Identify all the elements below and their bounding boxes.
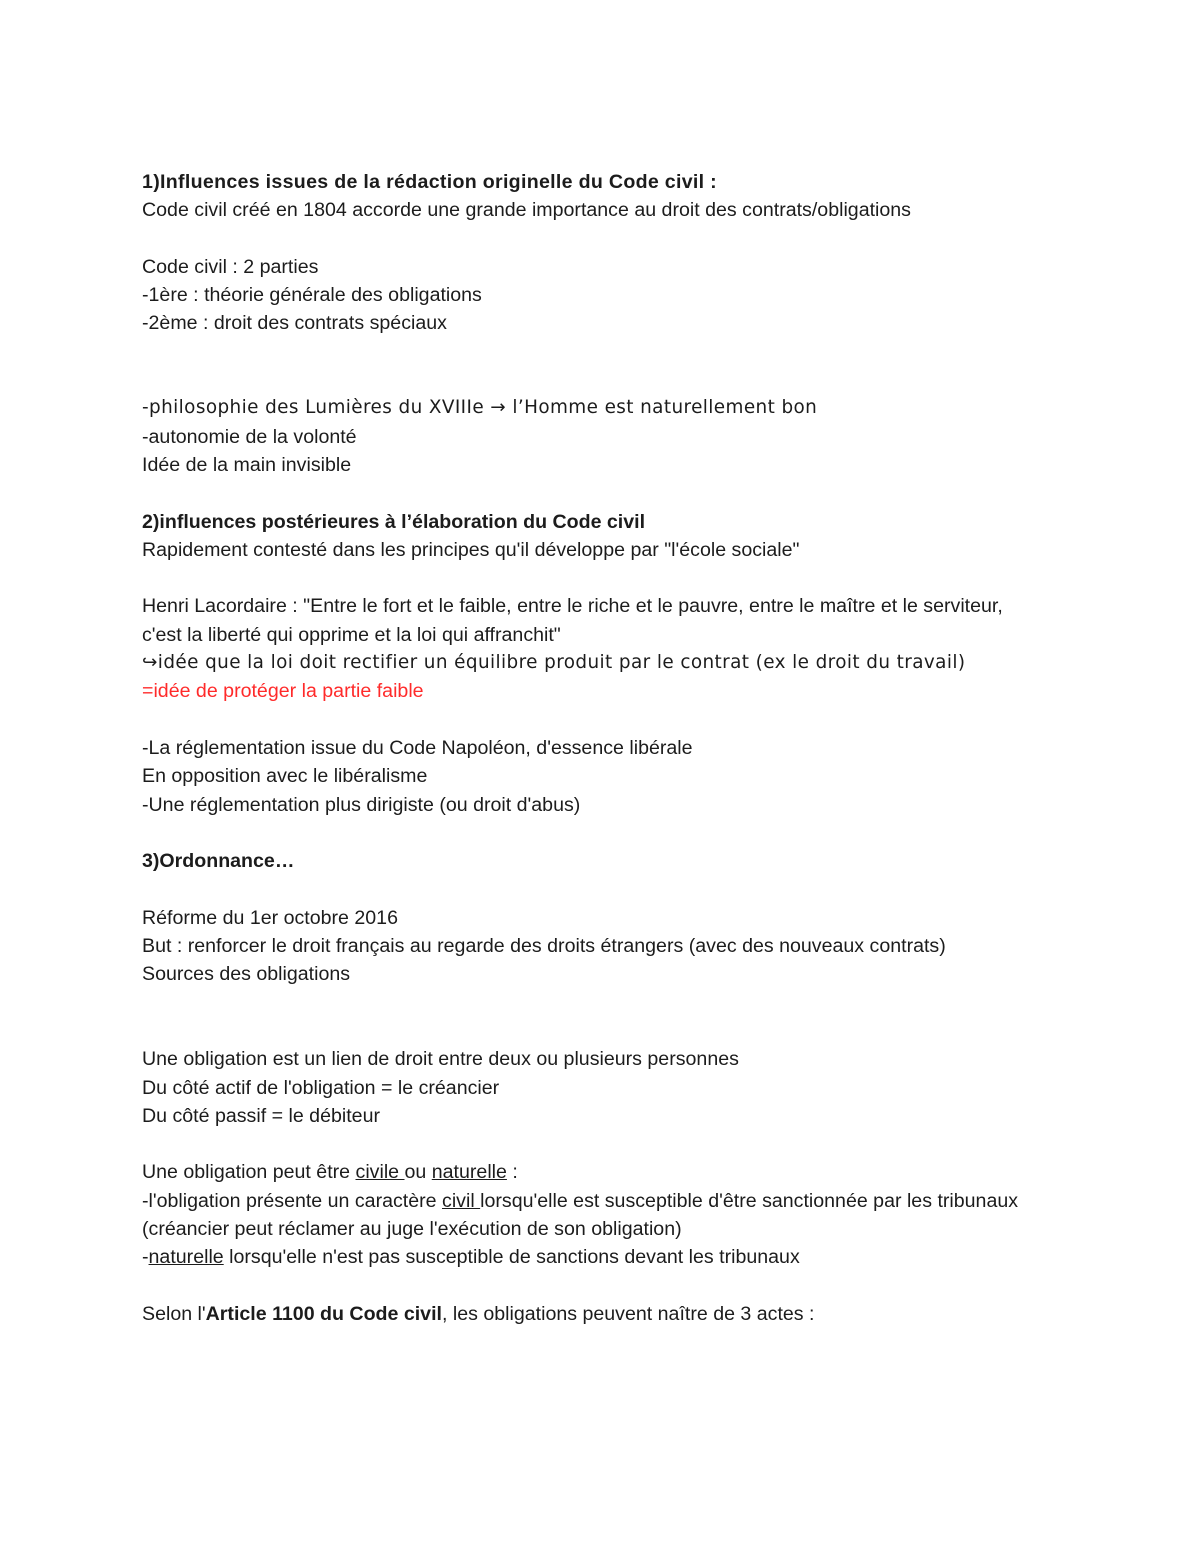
types-prefix: Une obligation peut être	[142, 1161, 356, 1184]
blank-line	[142, 338, 1042, 366]
opposition-line: En opposition avec le libéralisme	[142, 765, 428, 788]
nat-prefix: -	[142, 1246, 149, 1269]
invisible-hand-line: Idée de la main invisible	[142, 453, 352, 476]
blank-line	[142, 564, 1042, 592]
blank-line	[142, 1272, 1042, 1300]
types-suffix: :	[506, 1161, 518, 1184]
protect-weak-party-line: =idée de protéger la partie faible	[142, 680, 424, 703]
autonomy-line: -autonomie de la volonté	[142, 425, 357, 448]
section-1-intro: Code civil créé en 1804 accorde une grande importance au droit des contrats/obligations	[142, 199, 911, 222]
code-civil-parts-title: Code civil : 2 parties	[142, 255, 319, 278]
civil-rest: lorsqu'elle est susceptible d'être sanctionnée par les tribunaux (créancier peut réclamer au juge l'exécution de son obligation)	[142, 1189, 1019, 1240]
civil-prefix: -l'obligation présente un caractère	[142, 1189, 443, 1212]
blank-line	[142, 706, 1042, 734]
passive-side-line: Du côté passif = le débiteur	[142, 1104, 380, 1127]
article-reference: Article 1100 du Code civil	[205, 1302, 442, 1325]
obligation-types-line	[142, 1158, 1042, 1186]
blank-line	[142, 479, 1042, 507]
code-civil-part-1: -1ère : théorie générale des obligations	[142, 284, 482, 307]
section-1-heading: 1)Influences issues de la rédaction originelle du Code civil :	[142, 171, 717, 193]
blank-line	[142, 875, 1042, 903]
blank-line	[142, 1130, 1042, 1158]
blank-line	[142, 989, 1042, 1017]
civile-underlined: civile	[355, 1161, 405, 1184]
ou-word: ou	[404, 1161, 432, 1184]
lacordaire-quote: Henri Lacordaire : "Entre le fort et le faible, entre le riche et le pauvre, entre le maître et le serviteur, c'est la liberté qui opprime et la loi qui affranchit"	[142, 595, 1003, 646]
goal-line: But : renforcer le droit français au regarde des droits étrangers (avec des nouveaux contrats)	[142, 935, 946, 958]
article-prefix: Selon l'	[142, 1302, 206, 1325]
section-3-heading: 3)Ordonnance…	[142, 850, 295, 873]
civil-obligation-line	[142, 1187, 1042, 1244]
blank-line	[142, 1017, 1042, 1045]
obligation-definition: Une obligation est un lien de droit entre deux ou plusieurs personnes	[142, 1048, 739, 1071]
philosophy-line: -philosophie des Lumières du XVIIIe → l’Homme est naturellement bon	[142, 397, 818, 419]
natural-obligation-line	[142, 1243, 1042, 1271]
code-civil-part-2: -2ème : droit des contrats spéciaux	[142, 312, 447, 335]
law-idea-line: ↪idée que la loi doit rectifier un équilibre produit par le contrat (ex le droit du travail)	[142, 652, 966, 674]
contested-line: Rapidement contesté dans les principes qu'il développe par "l'école sociale"	[142, 538, 800, 561]
blank-line	[142, 366, 1042, 394]
active-side-line: Du côté actif de l'obligation = le créancier	[142, 1076, 500, 1099]
blank-line	[142, 225, 1042, 253]
sources-line: Sources des obligations	[142, 963, 351, 986]
naturelle-underlined: naturelle	[431, 1161, 507, 1184]
naturelle-underlined-2: naturelle	[148, 1246, 224, 1269]
article-line	[142, 1300, 1042, 1328]
blank-line	[142, 819, 1042, 847]
article-rest: , les obligations peuvent naître de 3 actes :	[441, 1302, 815, 1325]
document-page	[142, 168, 1042, 1328]
dirigiste-line: -Une réglementation plus dirigiste (ou droit d'abus)	[142, 793, 581, 816]
civil-underlined: civil	[442, 1189, 481, 1212]
reform-line: Réforme du 1er octobre 2016	[142, 906, 398, 929]
section-2-heading: 2)influences postérieures à l’élaboration du Code civil	[142, 510, 646, 533]
reglementation-line: -La réglementation issue du Code Napoléon, d'essence libérale	[142, 736, 693, 759]
nat-rest: lorsqu'elle n'est pas susceptible de sanctions devant les tribunaux	[223, 1246, 800, 1269]
